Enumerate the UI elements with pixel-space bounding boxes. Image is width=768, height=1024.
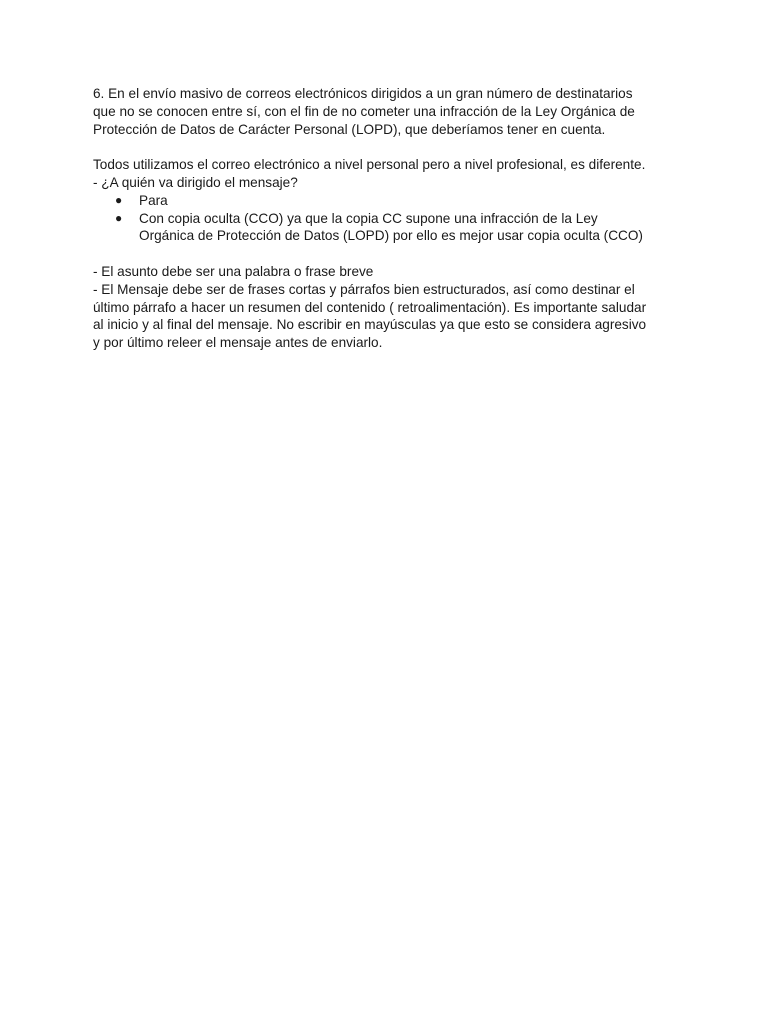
intro-paragraph [93, 85, 683, 138]
paragraph-spacer [93, 138, 683, 156]
list-item [93, 192, 683, 210]
text-line: que no se conocen entre sí, con el fin de no cometer una infracción de la Ley Orgánica de [93, 103, 635, 119]
text-line: - El asunto debe ser una palabra o frase breve [93, 263, 374, 279]
paragraph-spacer [93, 245, 683, 263]
text-line: último párrafo a hacer un resumen del contenido ( retroalimentación). Es importante saludar [93, 299, 647, 315]
bullet-dot-icon: ● [115, 192, 123, 207]
text-line: 6. En el envío masivo de correos electrónicos dirigidos a un gran número de destinatarios [93, 86, 633, 101]
context-paragraph [93, 156, 683, 192]
text-line: al inicio y al final del mensaje. No escribir en mayúsculas ya que esto se considera agresivo [93, 317, 647, 333]
text-line: - El Mensaje debe ser de frases cortas y párrafos bien estructurados, así como destinar el [93, 281, 635, 297]
text-line: Para [139, 192, 168, 208]
text-line: Con copia oculta (CCO) ya que la copia CC supone una infracción de la Ley [139, 210, 598, 226]
document-body [93, 85, 683, 352]
text-line: Todos utilizamos el correo electrónico a nivel personal pero a nivel profesional, es diferente. [93, 157, 646, 173]
list-item [93, 210, 683, 246]
text-line: y por último releer el mensaje antes de enviarlo. [93, 335, 383, 351]
message-guidelines-paragraph [93, 263, 683, 352]
recipient-bullet-list [93, 192, 683, 245]
text-line: - ¿A quién va dirigido el mensaje? [93, 174, 298, 190]
bullet-dot-icon: ● [115, 210, 123, 225]
text-line: Protección de Datos de Carácter Personal (LOPD), que deberíamos tener en cuenta. [93, 121, 606, 137]
text-line: Orgánica de Protección de Datos (LOPD) por ello es mejor usar copia oculta (CCO) [139, 228, 643, 244]
